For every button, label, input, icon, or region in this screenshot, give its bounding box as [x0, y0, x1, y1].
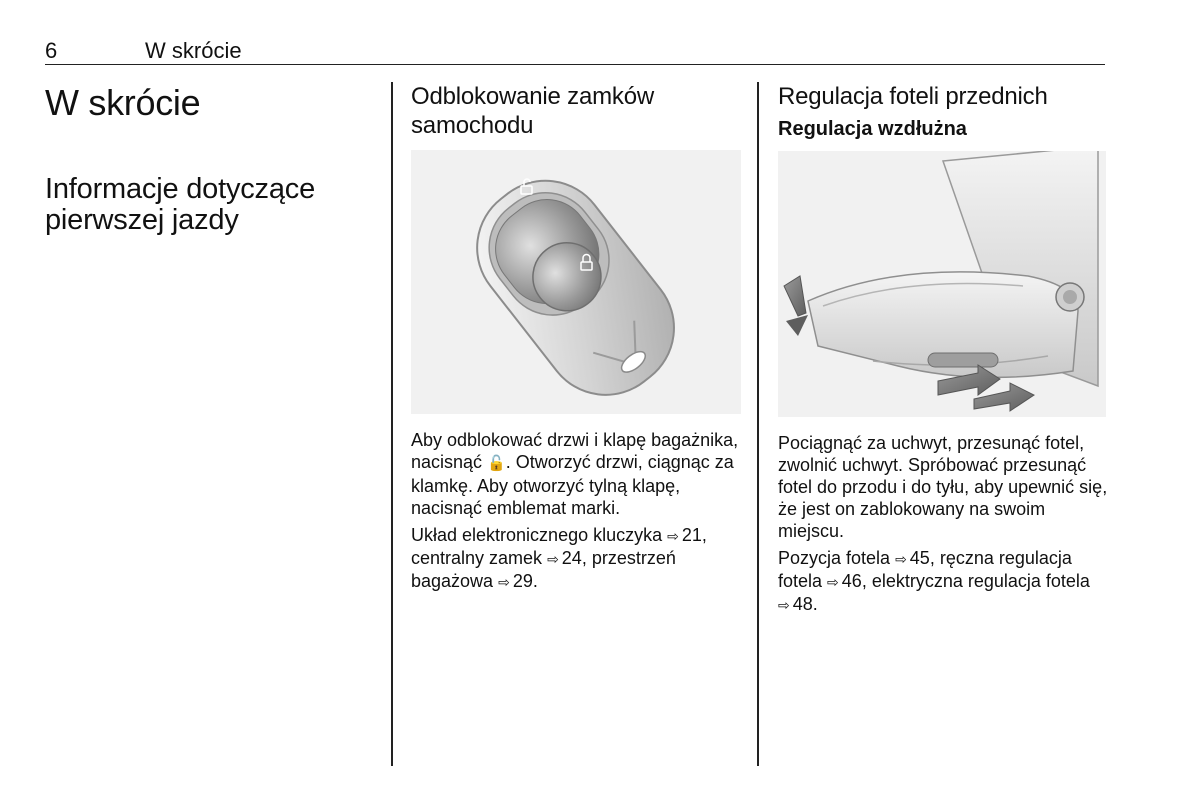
seat-adjustment-illustration: [778, 151, 1106, 417]
page-reference-link[interactable]: 46: [841, 571, 862, 591]
page-header: [45, 36, 1105, 65]
unlock-text-2: . Otworzyć drzwi, ciągnąc za klamkę. Aby otworzyć tylną klapę, nacisnąć emblemat marki.: [411, 452, 734, 518]
page-reference-icon: ⇨: [778, 597, 790, 613]
page-reference-link[interactable]: 45: [909, 548, 930, 568]
seat-references: [778, 547, 1108, 616]
chapter-title: W skrócie: [45, 82, 201, 123]
page-reference-icon: ⇨: [667, 528, 679, 544]
reference-text: , ręczna regulacja fotela: [778, 548, 1072, 591]
seat-heading: Regulacja foteli przednich: [778, 83, 1048, 110]
page-number: 6: [45, 38, 58, 63]
page-reference-icon: ⇨: [498, 574, 510, 590]
unlock-section: [411, 82, 741, 593]
page-reference-icon: ⇨: [827, 574, 839, 590]
page-reference-link[interactable]: 21: [681, 525, 702, 545]
page-reference-link[interactable]: 29: [512, 571, 533, 591]
seat-instructions: Pociągnąć za uchwyt, przesunąć fotel, zwolnić uchwyt. Spróbować przesunąć fotel do przodu i do tyłu, aby upewnić się, że jest on zablokowany na swoim miejscu.: [778, 433, 1108, 541]
reference-text: .: [812, 594, 818, 614]
seat-subheading: Regulacja wzdłużna: [778, 118, 967, 140]
reference-text: Pozycja fotela: [778, 548, 896, 568]
column-divider: [757, 82, 759, 766]
reference-text: , centralny zamek: [411, 525, 707, 568]
unlock-instructions: [411, 429, 741, 519]
page-reference-icon: ⇨: [547, 551, 559, 567]
reference-text: , elektryczna regulacja fotela: [861, 571, 1090, 591]
key-fob-illustration: [411, 150, 741, 414]
unlock-references: [411, 524, 741, 593]
unlock-text-1: Aby odblokować drzwi i klapę bagażnika, nacisnąć: [411, 430, 739, 472]
reference-text: Układ elektronicznego kluczyka: [411, 525, 668, 545]
running-title: W skrócie: [145, 38, 242, 63]
reference-text: , przestrzeń bagażowa: [411, 548, 676, 591]
page-reference-link[interactable]: 24: [561, 548, 582, 568]
unlock-icon: 🔓: [487, 455, 506, 472]
page-reference-link[interactable]: 48: [792, 594, 813, 614]
section-title: Informacje dotyczące pierwszej jazdy: [45, 173, 316, 236]
column-divider: [391, 82, 393, 766]
seat-section: [778, 82, 1108, 616]
unlock-heading: Odblokowanie zamków samochodu: [411, 83, 654, 139]
reference-text: .: [532, 571, 538, 591]
page-reference-icon: ⇨: [895, 551, 907, 567]
